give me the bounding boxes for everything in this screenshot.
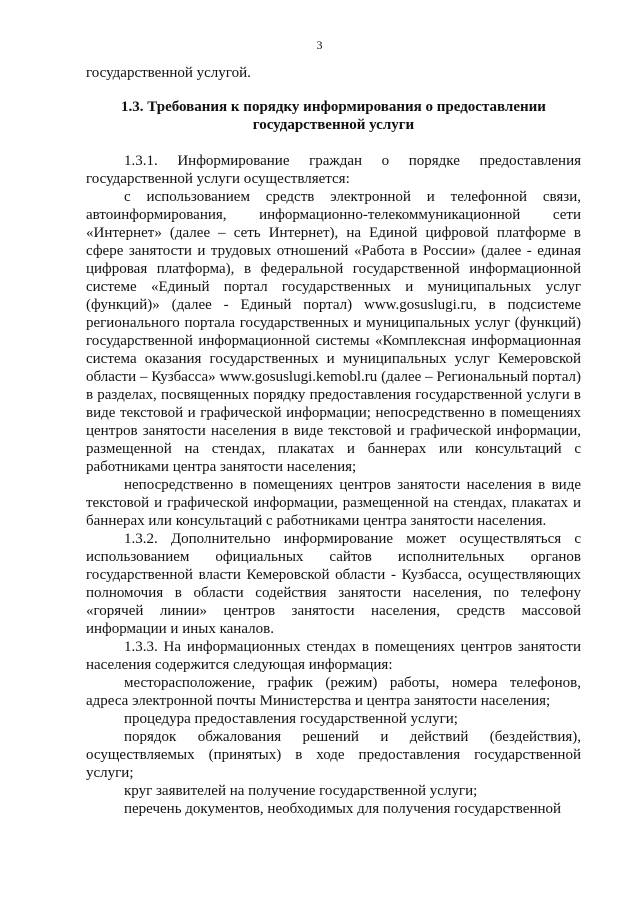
paragraph-applicants: круг заявителей на получение государственной услуги; — [124, 783, 478, 799]
section-title: 1.3. Требования к порядку информирования о предоставлении государственной услуги — [121, 99, 546, 133]
paragraph-1-3-3: 1.3.3. На информационных стендах в помещениях центров занятости населения содержится следующая информация: — [86, 639, 581, 673]
paragraph-in-person: непосредственно в помещениях центров занятости населения в виде текстовой и графической информации, размещенной на стендах, плакатах и баннерах или консультаций с работниками центра занятости населения. — [86, 477, 581, 529]
continuation-text: государственной услугой. — [86, 65, 251, 81]
paragraph-1-3-1: 1.3.1. Информирование граждан о порядке предоставления государственной услуги осуществляется: — [86, 153, 581, 187]
paragraph-procedure: процедура предоставления государственной услуги; — [124, 711, 458, 727]
paragraph-appeal: порядок обжалования решений и действий (бездействия), осуществляемых (принятых) в ходе предоставления государственной услуги; — [86, 729, 581, 781]
page-number: 3 — [316, 38, 323, 52]
paragraph-documents: перечень документов, необходимых для получения государственной — [124, 801, 562, 817]
paragraph-location-schedule: месторасположение, график (режим) работы, номера телефонов, адреса электронной почты Министерства и центра занятости населения; — [86, 675, 581, 709]
paragraph-1-3-2: 1.3.2. Дополнительно информирование может осуществляться с использованием официальных сайтов исполнительных органов государственной власти Кемеровской области - Кузбасса, осуществляющих полномочия в области содействия занятости населения, по телефону «горячей линии» центров занятости населения, средств массовой информации и иных каналов. — [86, 531, 581, 637]
paragraph-electronic-channels: с использованием средств электронной и телефонной связи, автоинформирования, информационно-телекоммуникационной сети «Интернет» (далее – сеть Интернет), на Единой цифровой платформе в сфере занятости и трудовых отношений «Работа в России» (далее - единая цифровая платформа), в федеральной государственной информационной системе «Единый портал государственных и муниципальных услуг (функций)» (далее - Единый портал) www.gosuslugi.ru, в подсистеме регионального портала государственных и муниципальных услуг (функций) государственной информационной системы «Комплексная информационная система оказания государственных и муниципальных услуг Кемеровской области – Кузбасса» www.gosuslugi.kemobl.ru (далее – Региональный портал) в разделах, посвященных порядку предоставления государственной услуги в виде текстовой и графической информации; непосредственно в помещениях центров занятости населения в виде текстовой и графической информации, размещенной на стендах, плакатах и баннерах или консультаций с работниками центра занятости населения; — [86, 189, 581, 475]
section-body — [86, 152, 581, 818]
